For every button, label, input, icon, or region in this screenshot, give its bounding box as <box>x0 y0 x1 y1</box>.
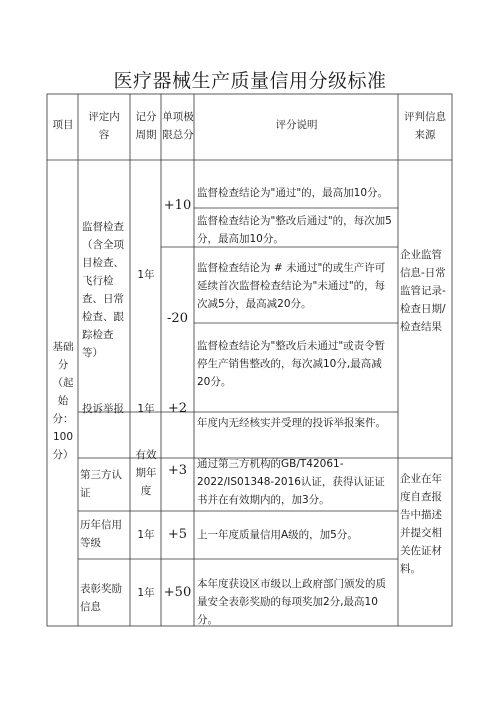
header-description: 评分说明 <box>275 119 318 131</box>
row-score-complaints: +2 <box>167 401 188 416</box>
row-score-credit-history: +5 <box>167 527 188 542</box>
row-content-awards: 表彰奖励信息 <box>80 583 122 613</box>
row-desc-fail-after-fix: 监督检查结论为"整改后未通过"或责令暂停生产销售整改的，每次减10分,最高减20分。 <box>197 340 386 388</box>
source-self-report: 企业在年度自查报告中描述并提交相关佐证材料。 <box>400 473 442 575</box>
row-desc-awards: 本年度获设区市级以上政府部门颁发的质量安全表彰奖励的每项奖加2分,最高10分。 <box>197 578 386 626</box>
row-desc-certification: 通过第三方机构的GB/T42061-2022/IS01348-2016认证，获得认证证书并在有效期内的，加3分。 <box>197 458 385 506</box>
header-source: 评判信息来源 <box>404 111 446 141</box>
document-title: 医疗器械生产质量信用分级标准 <box>113 70 387 92</box>
row-content-certification: 第三方认证 <box>80 469 122 499</box>
source-supervision: 企业监管信息-日常监管记录-检查日期/检查结果 <box>400 249 446 333</box>
row-content-credit-history: 历年信用等级 <box>80 519 122 549</box>
row-desc-pass-after-fix: 监督检查结论为"整改后通过"的，每次加5分，最高加10分。 <box>197 215 392 245</box>
row-score-plus-10: +10 <box>163 198 192 213</box>
row-period-credit-history: 1年 <box>137 529 155 541</box>
row-desc-pass: 监督检查结论为"通过"的，最高加10分。 <box>197 187 389 199</box>
row-score-awards: +50 <box>163 585 192 600</box>
header-limit: 单项极限总分 <box>162 111 194 141</box>
header-item: 项目 <box>52 119 74 131</box>
header-period: 记分周期 <box>135 111 157 141</box>
row-period-certification: 有效期年度 <box>135 449 157 497</box>
header-content: 评定内容 <box>88 111 120 141</box>
row-desc-credit-history: 上一年度质量信用A级的，加5分。 <box>197 529 358 541</box>
row-desc-complaints: 年度内无经核实并受理的投诉举报案件。 <box>197 417 386 429</box>
category-basic-score: 基础分（起始分：100分） <box>52 341 74 461</box>
row-period-awards: 1年 <box>137 587 155 599</box>
row-period-supervision: 1年 <box>137 269 155 281</box>
row-score-certification: +3 <box>167 463 188 478</box>
row-content-complaints: 投诉举报 <box>82 403 124 415</box>
row-desc-fail: 监督检查结论为 # 未通过"的或生产许可延续首次监督检查结论为"未通过"的，每次减5分，最高减20分。 <box>197 262 386 310</box>
row-period-complaints: 1年 <box>137 403 155 415</box>
row-score-minus-20: -20 <box>167 311 188 326</box>
row-content-supervision: 监督检查（含全项目检查、飞行检查、日常检查、跟踪检查等） <box>82 221 124 359</box>
